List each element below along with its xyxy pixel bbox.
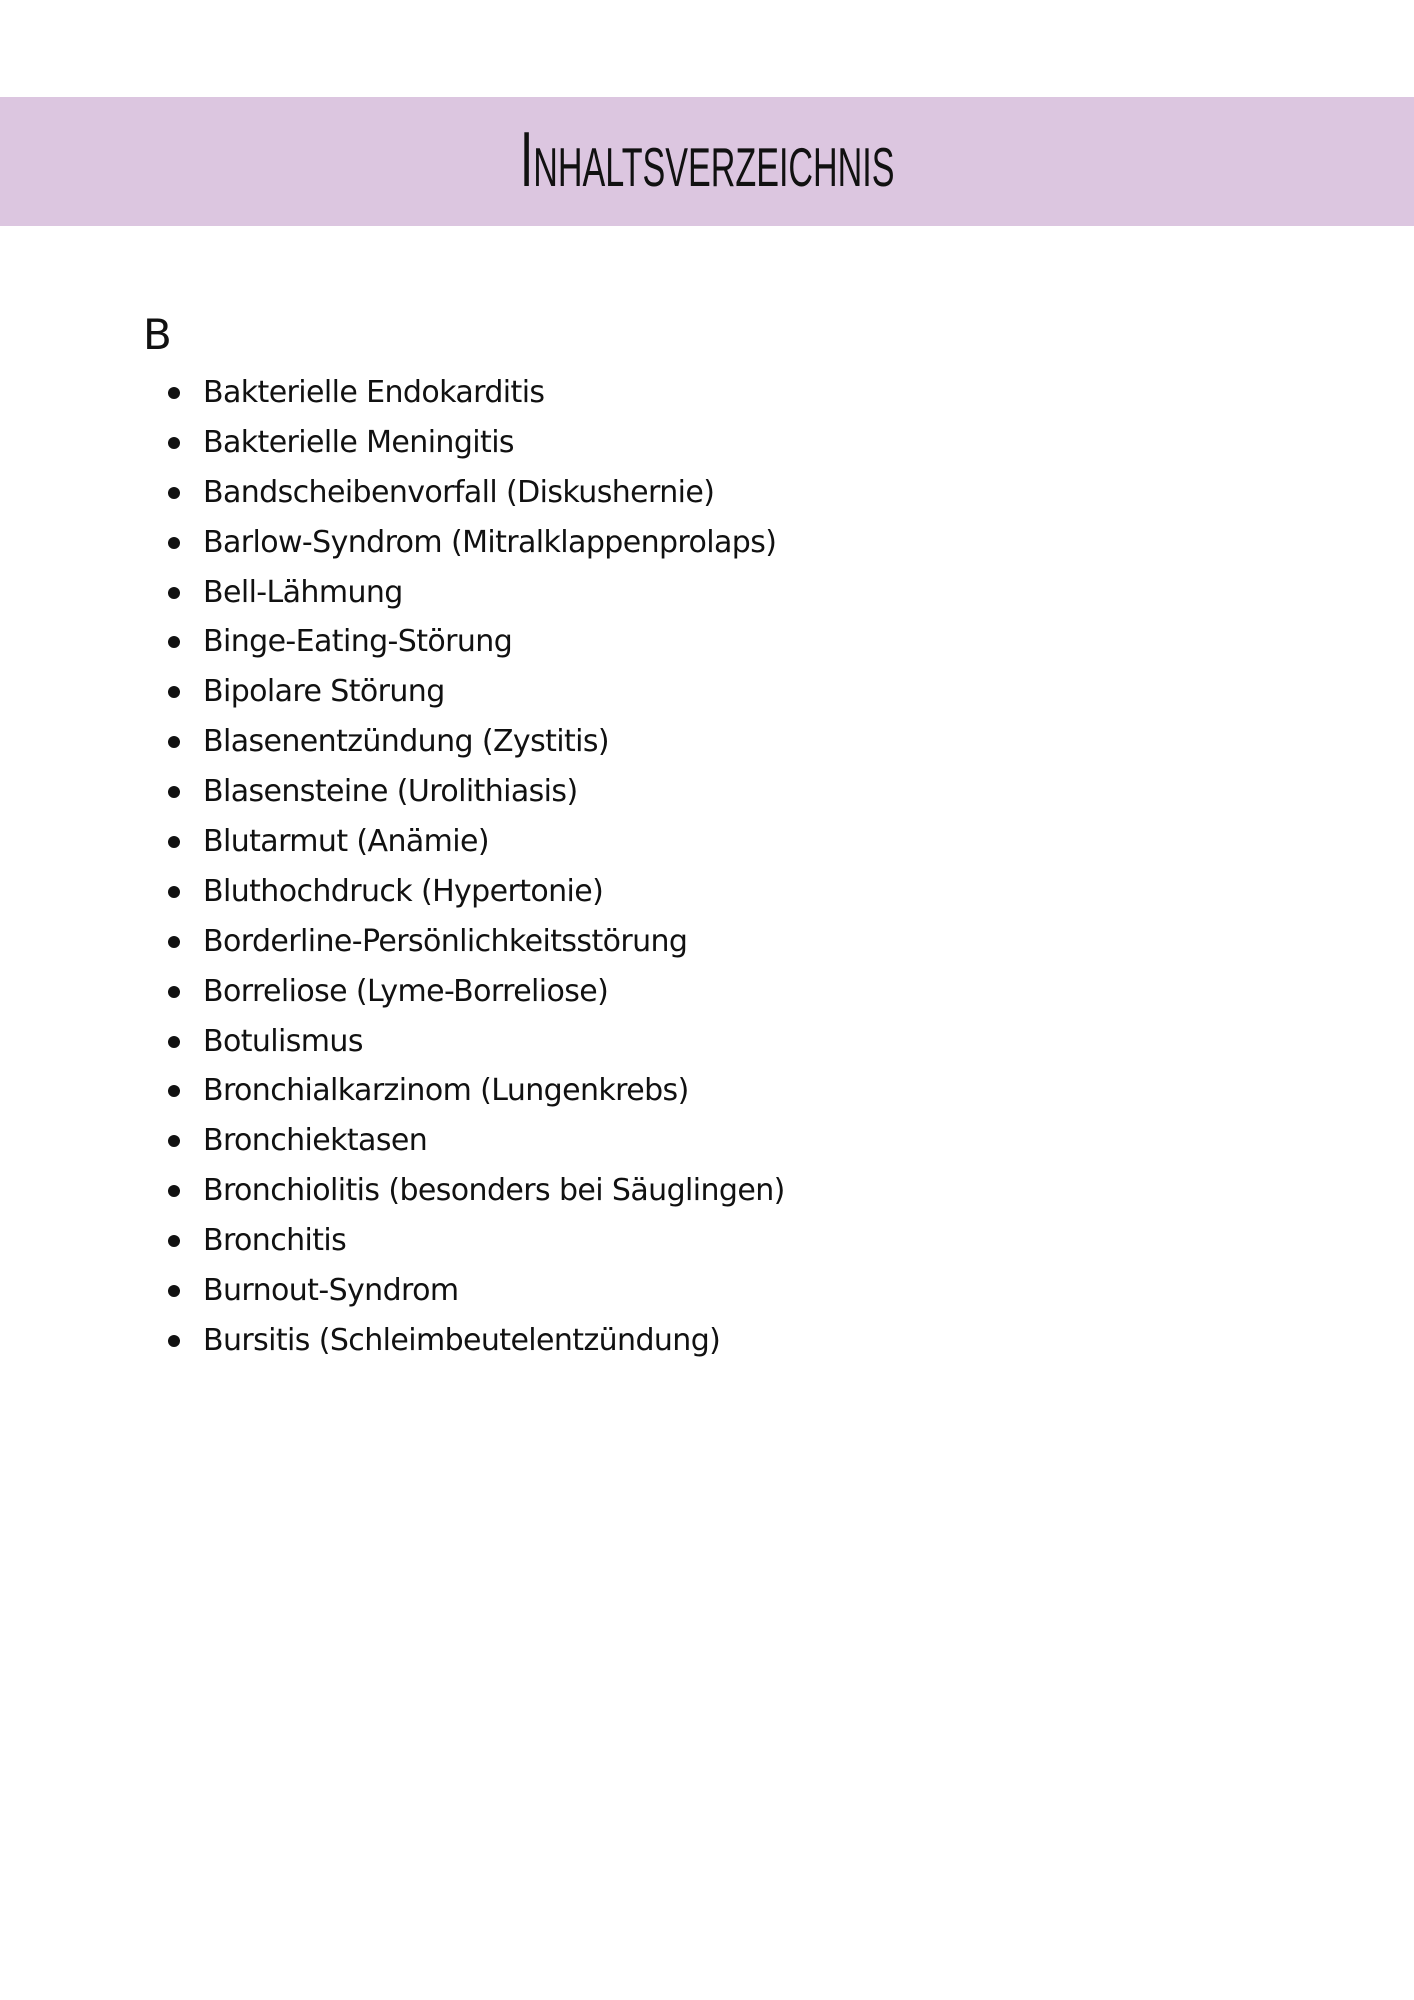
toc-item-label: Blasenentzündung (Zystitis): [203, 724, 610, 760]
toc-item[interactable]: [0, 418, 785, 468]
section-letter-heading: B: [143, 310, 172, 359]
bullet-icon: [168, 686, 180, 698]
toc-item[interactable]: [0, 1166, 785, 1216]
toc-item-label: Bronchiektasen: [203, 1123, 428, 1159]
toc-item-label: Bronchitis: [203, 1223, 347, 1259]
toc-item-label: Bandscheibenvorfall (Diskushernie): [203, 474, 715, 510]
bullet-icon: [168, 1185, 180, 1197]
title-banner: [0, 97, 1414, 226]
bullet-icon: [168, 736, 180, 748]
toc-item[interactable]: [0, 1116, 785, 1166]
toc-item-label: Burnout-Syndrom: [203, 1273, 459, 1309]
toc-item[interactable]: [0, 1316, 785, 1366]
toc-item[interactable]: [0, 1266, 785, 1316]
bullet-icon: [168, 636, 180, 648]
bullet-icon: [168, 1036, 180, 1048]
toc-item-label: Bronchiolitis (besonders bei Säuglingen): [203, 1173, 785, 1209]
toc-item-label: Bluthochdruck (Hypertonie): [203, 873, 604, 909]
toc-item-label: Borderline-Persönlichkeitsstörung: [203, 923, 688, 959]
toc-item-label: Bronchialkarzinom (Lungenkrebs): [203, 1073, 689, 1109]
bullet-icon: [168, 1285, 180, 1297]
toc-item[interactable]: [0, 767, 785, 817]
bullet-icon: [168, 836, 180, 848]
toc-item[interactable]: [0, 867, 785, 917]
toc-item-label: Bell-Lähmung: [203, 574, 403, 610]
toc-item[interactable]: [0, 817, 785, 867]
toc-item[interactable]: [0, 917, 785, 967]
toc-item-label: Barlow-Syndrom (Mitralklappenprolaps): [203, 524, 777, 560]
toc-item[interactable]: [0, 667, 785, 717]
bullet-icon: [168, 786, 180, 798]
bullet-icon: [168, 537, 180, 549]
toc-item[interactable]: [0, 468, 785, 518]
bullet-icon: [168, 437, 180, 449]
bullet-icon: [168, 936, 180, 948]
bullet-icon: [168, 487, 180, 499]
toc-item-label: Blutarmut (Anämie): [203, 824, 489, 860]
bullet-icon: [168, 1335, 180, 1347]
toc-item-label: Bakterielle Endokarditis: [203, 375, 545, 410]
bullet-icon: [168, 387, 180, 399]
toc-item[interactable]: [0, 518, 785, 568]
toc-item[interactable]: [0, 1017, 785, 1067]
toc-item[interactable]: [0, 1216, 785, 1266]
toc-item-label: Botulismus: [203, 1023, 363, 1059]
toc-item[interactable]: [0, 617, 785, 667]
bullet-icon: [168, 1085, 180, 1097]
toc-item[interactable]: [0, 717, 785, 767]
bullet-icon: [168, 1135, 180, 1147]
toc-item-label: Binge-Eating-Störung: [203, 624, 513, 660]
toc-list: [0, 368, 785, 1366]
page-title: Inhaltsverzeichnis: [519, 114, 895, 203]
toc-item[interactable]: [0, 568, 785, 618]
toc-item-label: Bakterielle Meningitis: [203, 424, 514, 460]
bullet-icon: [168, 1235, 180, 1247]
toc-item-label: Borreliose (Lyme-Borreliose): [203, 973, 609, 1009]
bullet-icon: [168, 886, 180, 898]
bullet-icon: [168, 986, 180, 998]
toc-item[interactable]: [0, 967, 785, 1017]
toc-item-label: Bursitis (Schleimbeutelentzündung): [203, 1322, 721, 1358]
bullet-icon: [168, 587, 180, 599]
toc-item-label: Blasensteine (Urolithiasis): [203, 774, 578, 810]
toc-item[interactable]: [0, 1066, 785, 1116]
toc-item-label: Bipolare Störung: [203, 674, 445, 710]
toc-item[interactable]: [0, 368, 785, 418]
